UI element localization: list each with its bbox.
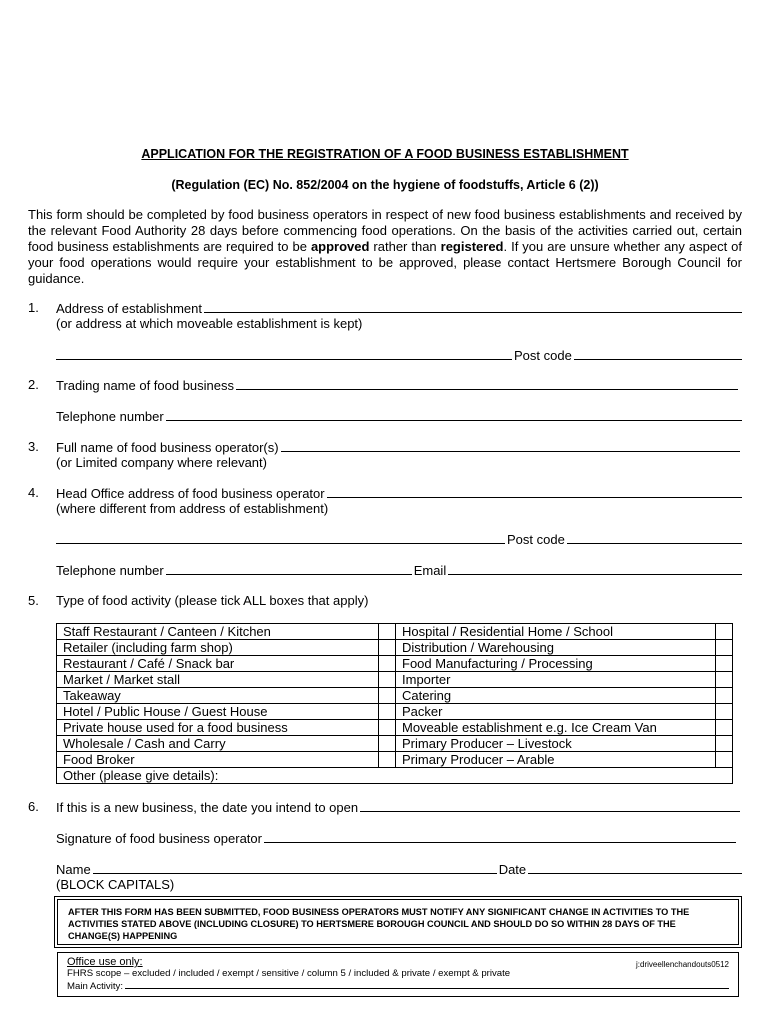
- q1-postcode-label: Post code: [514, 348, 572, 363]
- head-office-email-line[interactable]: [448, 562, 742, 575]
- name-date-row: [56, 861, 742, 877]
- activity-label-right: Primary Producer – Arable: [396, 752, 716, 768]
- name-label: Name: [56, 862, 91, 877]
- activity-label-left: Restaurant / Café / Snack bar: [57, 656, 379, 672]
- main-activity-row: [67, 979, 729, 992]
- activity-label-left: Food Broker: [57, 752, 379, 768]
- opening-date-field[interactable]: [56, 799, 740, 815]
- activity-row: [57, 640, 733, 656]
- activity-checkbox-right[interactable]: [716, 624, 733, 640]
- head-office-address-line[interactable]: [327, 485, 742, 498]
- form-title: APPLICATION FOR THE REGISTRATION OF A FOOD BUSINESS ESTABLISHMENT: [141, 147, 629, 161]
- activity-checkbox-left[interactable]: [379, 656, 396, 672]
- activity-label-left: Private house used for a food business: [57, 720, 379, 736]
- operator-name-field[interactable]: [56, 439, 740, 455]
- q6-number: 6.: [28, 799, 39, 814]
- q3-number: 3.: [28, 439, 39, 454]
- food-activity-table: [56, 623, 733, 784]
- q5-label: Type of food activity (please tick ALL boxes that apply): [56, 593, 369, 608]
- activity-label-right: Distribution / Warehousing: [396, 640, 716, 656]
- intro-text-1: This form should be completed by food business operators in respect of new food business establishments and received by the relevant Food Authority 28 days before commencing food operations. On the basis of the activities carried out, certain food business establishments are required to be: [28, 207, 742, 254]
- change-notice-box: AFTER THIS FORM HAS BEEN SUBMITTED, FOOD BUSINESS OPERATORS MUST NOTIFY ANY SIGNIFICANT CHANGE IN ACTIVITIES TO THE ACTIVITIES STATED ABOVE (INCLUDING CLOSURE) TO HERTSMERE BOROUGH COUNCIL AND SHOULD DO SO WITHIN 28 DAYS OF THE CHANGE(S) HAPPENING: [57, 899, 739, 945]
- activity-checkbox-right[interactable]: [716, 656, 733, 672]
- activity-label-left: Wholesale / Cash and Carry: [57, 736, 379, 752]
- activity-label-right: Packer: [396, 704, 716, 720]
- q1-number: 1.: [28, 300, 39, 315]
- activity-checkbox-left[interactable]: [379, 624, 396, 640]
- q4-email-label: Email: [413, 563, 447, 578]
- signature-line[interactable]: [264, 830, 736, 843]
- q1-note: (or address at which moveable establishment is kept): [56, 316, 363, 331]
- activity-checkbox-right[interactable]: [716, 736, 733, 752]
- activity-row: [57, 656, 733, 672]
- signature-label: Signature of food business operator: [56, 831, 262, 846]
- activity-row: [57, 752, 733, 768]
- activity-label-right: Hospital / Residential Home / School: [396, 624, 716, 640]
- activity-checkbox-left[interactable]: [379, 704, 396, 720]
- activity-label-right: Importer: [396, 672, 716, 688]
- q4-telephone-label: Telephone number: [56, 563, 164, 578]
- signature-field[interactable]: [56, 830, 736, 846]
- date-line[interactable]: [528, 861, 742, 874]
- activity-label-right: Primary Producer – Livestock: [396, 736, 716, 752]
- activity-label-left: Hotel / Public House / Guest House: [57, 704, 379, 720]
- activity-row: [57, 720, 733, 736]
- activity-row: [57, 736, 733, 752]
- q4-note: (where different from address of establishment): [56, 501, 329, 516]
- establishment-address-field[interactable]: [56, 300, 742, 316]
- activity-checkbox-right[interactable]: [716, 720, 733, 736]
- q3-label: Full name of food business operator(s): [56, 440, 279, 455]
- activity-checkbox-right[interactable]: [716, 752, 733, 768]
- q4-number: 4.: [28, 485, 39, 500]
- activity-checkbox-left[interactable]: [379, 672, 396, 688]
- activity-checkbox-right[interactable]: [716, 672, 733, 688]
- activity-checkbox-right[interactable]: [716, 640, 733, 656]
- activity-label-right: Moveable establishment e.g. Ice Cream Van: [396, 720, 716, 736]
- q6-label: If this is a new business, the date you intend to open: [56, 800, 359, 815]
- activity-checkbox-left[interactable]: [379, 640, 396, 656]
- head-office-contact-row: [56, 562, 742, 578]
- intro-text-3: . If you are unsure whether any aspect of your food operations would require your establishment to be approved, please contact Hertsmere Borough Council for guidance.: [28, 239, 742, 286]
- activity-label-right: Catering: [396, 688, 716, 704]
- opening-date-line[interactable]: [360, 799, 740, 812]
- main-activity-line[interactable]: [125, 979, 729, 989]
- activity-row: [57, 672, 733, 688]
- telephone-field[interactable]: [56, 408, 742, 424]
- q2-number: 2.: [28, 377, 39, 392]
- head-office-address-field[interactable]: [56, 485, 742, 501]
- intro-text-2: rather than: [369, 239, 441, 254]
- office-file-ref: j:driveellenchandouts0512: [636, 960, 729, 969]
- trading-name-line[interactable]: [236, 377, 738, 390]
- activity-row: [57, 624, 733, 640]
- form-subtitle: (Regulation (EC) No. 852/2004 on the hygiene of foodstuffs, Article 6 (2)): [171, 178, 599, 192]
- activity-checkbox-left[interactable]: [379, 736, 396, 752]
- trading-name-field[interactable]: [56, 377, 738, 393]
- establishment-address-line-2-fill[interactable]: [56, 347, 512, 360]
- activity-label-left: Market / Market stall: [57, 672, 379, 688]
- office-use-heading: Office use only:: [67, 956, 143, 968]
- head-office-telephone-line[interactable]: [166, 562, 412, 575]
- intro-approved: approved: [310, 239, 370, 254]
- date-label: Date: [498, 862, 527, 877]
- main-activity-label: Main Activity:: [67, 981, 123, 992]
- activity-checkbox-left[interactable]: [379, 720, 396, 736]
- head-office-address-line-2[interactable]: [56, 531, 742, 547]
- q2-telephone-label: Telephone number: [56, 409, 164, 424]
- intro-registered: registered: [440, 239, 504, 254]
- q4-label: Head Office address of food business operator: [56, 486, 325, 501]
- establishment-address-line[interactable]: [204, 300, 742, 313]
- q2-label: Trading name of food business: [56, 378, 235, 393]
- block-capitals-note: (BLOCK CAPITALS): [56, 877, 175, 892]
- activity-checkbox-right[interactable]: [716, 704, 733, 720]
- name-line[interactable]: [93, 861, 497, 874]
- q4-postcode-label: Post code: [507, 532, 565, 547]
- activity-checkbox-left[interactable]: [379, 688, 396, 704]
- activity-checkbox-left[interactable]: [379, 752, 396, 768]
- activity-label-right: Food Manufacturing / Processing: [396, 656, 716, 672]
- head-office-postcode-line[interactable]: [567, 531, 742, 544]
- establishment-postcode-line[interactable]: [574, 347, 742, 360]
- fhrs-scope: FHRS scope – excluded / included / exempt / sensitive / column 5 / included & private / exempt & private: [67, 968, 511, 979]
- head-office-address-line-2-fill[interactable]: [56, 531, 505, 544]
- intro-paragraph: [28, 207, 742, 287]
- activity-row: [57, 704, 733, 720]
- activity-other-row: [57, 768, 733, 784]
- q3-note: (or Limited company where relevant): [56, 455, 267, 470]
- telephone-line[interactable]: [166, 408, 742, 421]
- q1-label: Address of establishment: [56, 301, 202, 316]
- activity-other-details[interactable]: Other (please give details):: [57, 768, 733, 784]
- activity-label-left: Takeaway: [57, 688, 379, 704]
- q5-number: 5.: [28, 593, 39, 608]
- activity-checkbox-right[interactable]: [716, 688, 733, 704]
- office-use-box: [57, 952, 739, 997]
- operator-name-line[interactable]: [281, 439, 740, 452]
- activity-label-left: Retailer (including farm shop): [57, 640, 379, 656]
- activity-label-left: Staff Restaurant / Canteen / Kitchen: [57, 624, 379, 640]
- establishment-address-line-2[interactable]: [56, 347, 742, 363]
- activity-row: [57, 688, 733, 704]
